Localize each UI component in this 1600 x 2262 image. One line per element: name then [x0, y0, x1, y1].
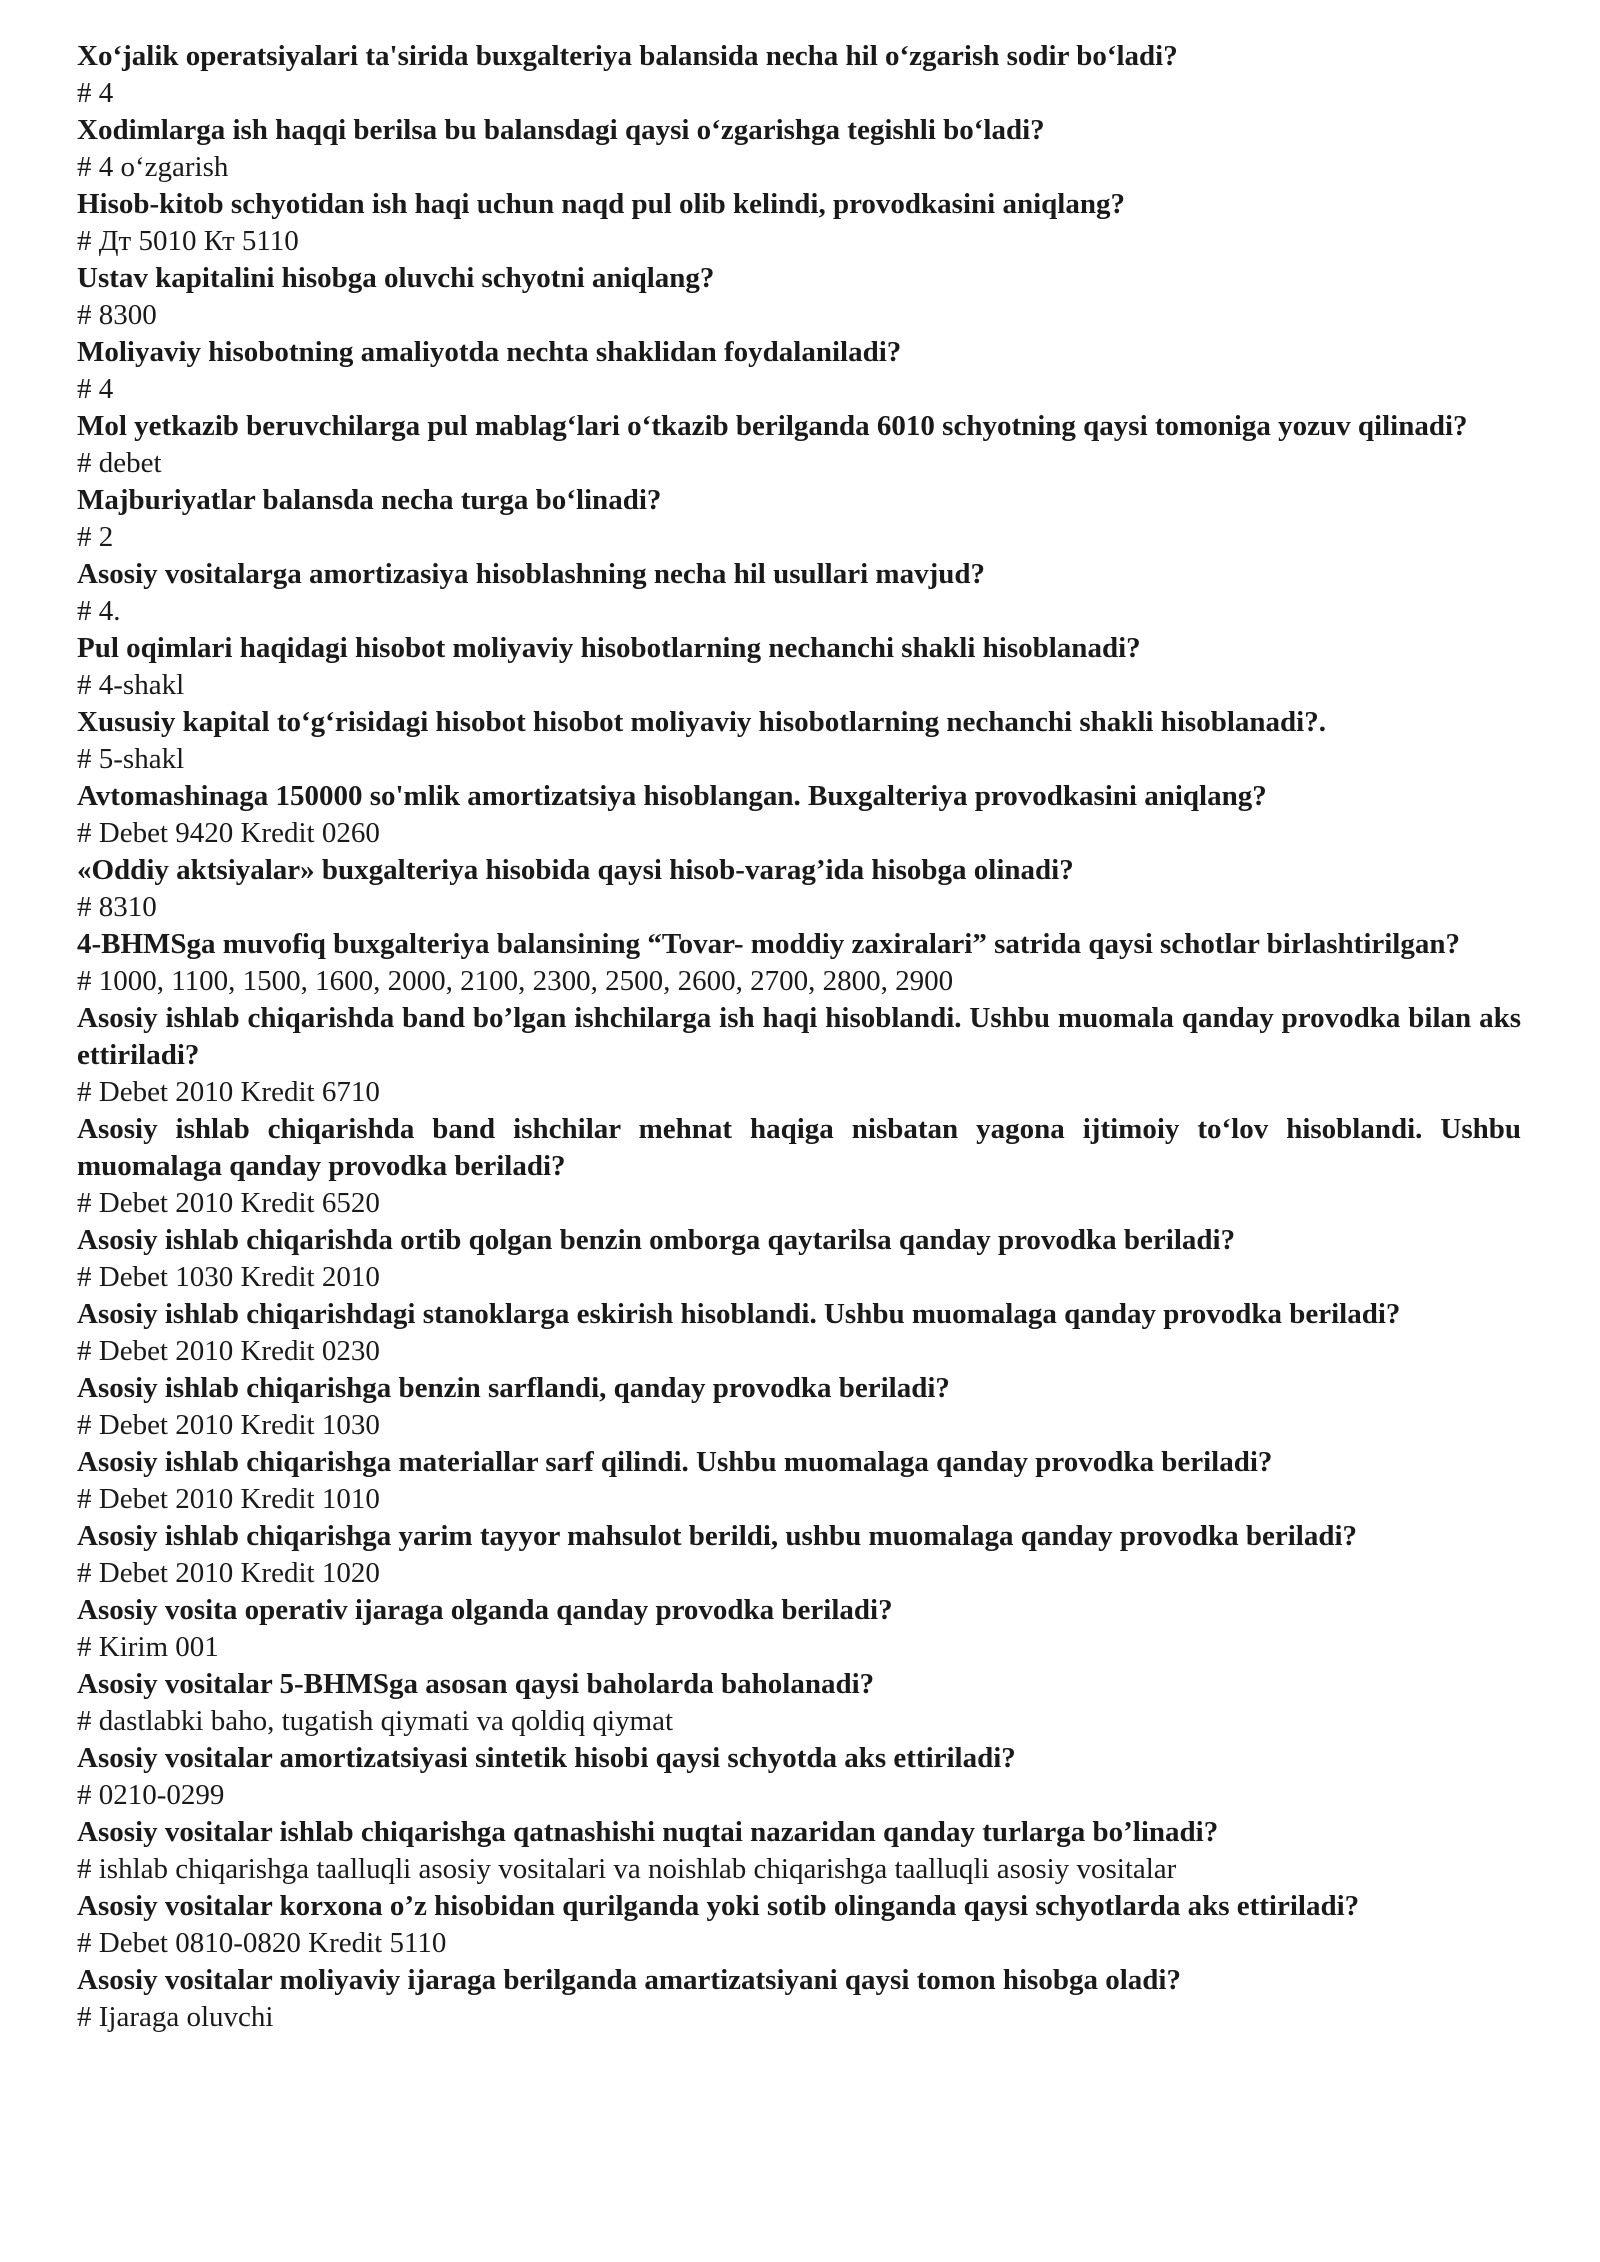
question-text: Mol yetkazib beruvchilarga pul mablag‘lari o‘tkazib berilganda 6010 schyotning qaysi tomoniga yozuv qilinadi?: [77, 410, 1468, 442]
qa-item-12: [77, 852, 1521, 926]
answer-text: # Debet 2010 Kredit 0230: [77, 1335, 380, 1367]
qa-item-10: [77, 704, 1521, 778]
answer-text: # Debet 2010 Kredit 1030: [77, 1409, 380, 1441]
qa-item-20: [77, 1518, 1521, 1592]
qa-item-22: [77, 1666, 1521, 1740]
question-text: Asosiy vositalar amortizatsiyasi sintetik hisobi qaysi schyotda aks ettiriladi?: [77, 1742, 1016, 1774]
question-text: Asosiy ishlab chiqarishda band ishchilar mehnat haqiga nisbatan yagona ijtimoiy to‘lov hisoblandi. Ushbu muomalaga qanday provodka beriladi?: [77, 1113, 1521, 1182]
question-text: Xo‘jalik operatsiyalari ta'sirida buxgalteriya balansida necha hil o‘zgarish sodir bo‘ladi?: [77, 40, 1178, 72]
qa-item-19: [77, 1444, 1521, 1518]
answer-text: # Debet 2010 Kredit 1010: [77, 1483, 380, 1515]
answer-text: # 5-shakl: [77, 743, 185, 775]
qa-item-7: [77, 482, 1521, 556]
qa-item-17: [77, 1296, 1521, 1370]
answer-text: # 8310: [77, 891, 157, 923]
qa-item-26: [77, 1962, 1521, 2036]
question-text: Pul oqimlari haqidagi hisobot moliyaviy hisobotlarning nechanchi shakli hisoblanadi?: [77, 632, 1141, 664]
answer-text: # Ijaraga oluvchi: [77, 2001, 274, 2033]
qa-item-23: [77, 1740, 1521, 1814]
question-text: Asosiy ishlab chiqarishda band bo’lgan ishchilarga ish haqi hisoblandi. Ushbu muomala qanday provodka bilan aks ettiriladi?: [77, 1002, 1521, 1071]
answer-text: # 4: [77, 373, 114, 405]
answer-text: # Debet 2010 Kredit 6710: [77, 1076, 380, 1108]
qa-item-18: [77, 1370, 1521, 1444]
qa-item-1: [77, 38, 1521, 112]
question-text: Asosiy vosita operativ ijaraga olganda qanday provodka beriladi?: [77, 1594, 893, 1626]
answer-text: # ishlab chiqarishga taalluqli asosiy vositalari va noishlab chiqarishga taalluqli asosiy vositalar: [77, 1853, 1177, 1885]
question-text: Asosiy vositalar korxona o’z hisobidan qurilganda yoki sotib olinganda qaysi schyotlarda aks ettiriladi?: [77, 1890, 1360, 1922]
answer-text: # 4.: [77, 595, 121, 627]
question-text: Asosiy vositalar moliyaviy ijaraga berilganda amartizatsiyani qaysi tomon hisobga oladi?: [77, 1964, 1181, 1996]
answer-text: # dastlabki baho, tugatish qiymati va qoldiq qiymat: [77, 1705, 674, 1737]
qa-item-2: [77, 112, 1521, 186]
question-text: Asosiy vositalarga amortizasiya hisoblashning necha hil usullari mavjud?: [77, 558, 985, 590]
answer-text: # 1000, 1100, 1500, 1600, 2000, 2100, 2300, 2500, 2600, 2700, 2800, 2900: [77, 965, 954, 997]
document-page: [77, 38, 1521, 2036]
answer-text: # 8300: [77, 299, 157, 331]
qa-item-6: [77, 408, 1521, 482]
question-text: Asosiy ishlab chiqarishga materiallar sarf qilindi. Ushbu muomalaga qanday provodka beriladi?: [77, 1446, 1273, 1478]
question-text: Asosiy ishlab chiqarishdagi stanoklarga eskirish hisoblandi. Ushbu muomalaga qanday provodka beriladi?: [77, 1298, 1401, 1330]
answer-text: # 0210-0299: [77, 1779, 225, 1811]
question-text: 4-BHMSga muvofiq buxgalteriya balansining “Tovar- moddiy zaxiralari” satrida qaysi schotlar birlashtirilgan?: [77, 928, 1460, 960]
question-text: Ustav kapitalini hisobga oluvchi schyotni aniqlang?: [77, 262, 715, 294]
question-text: Asosiy ishlab chiqarishga yarim tayyor mahsulot berildi, ushbu muomalaga qanday provodka beriladi?: [77, 1520, 1358, 1552]
question-text: Asosiy ishlab chiqarishda ortib qolgan benzin omborga qaytarilsa qanday provodka beriladi?: [77, 1224, 1236, 1256]
qa-item-24: [77, 1814, 1521, 1888]
qa-item-9: [77, 630, 1521, 704]
question-text: Asosiy ishlab chiqarishga benzin sarflandi, qanday provodka beriladi?: [77, 1372, 950, 1404]
question-text: Moliyaviy hisobotning amaliyotda nechta shaklidan foydalaniladi?: [77, 336, 902, 368]
answer-text: # 4 o‘zgarish: [77, 151, 229, 183]
qa-item-14: [77, 1000, 1521, 1111]
question-text: Avtomashinaga 150000 so'mlik amortizatsiya hisoblangan. Buxgalteriya provodkasini aniqlang?: [77, 780, 1267, 812]
answer-text: # 4-shakl: [77, 669, 185, 701]
answer-text: # Debet 2010 Kredit 1020: [77, 1557, 380, 1589]
answer-text: # debet: [77, 447, 162, 479]
question-text: Asosiy vositalar 5-BHMSga asosan qaysi baholarda baholanadi?: [77, 1668, 875, 1700]
question-text: «Oddiy aktsiyalar» buxgalteriya hisobida qaysi hisob-varag’ida hisobga olinadi?: [77, 854, 1074, 886]
qa-item-16: [77, 1222, 1521, 1296]
qa-item-8: [77, 556, 1521, 630]
qa-item-25: [77, 1888, 1521, 1962]
answer-text: # Дт 5010 Кт 5110: [77, 225, 299, 257]
qa-item-15: [77, 1111, 1521, 1222]
question-text: Xususiy kapital to‘g‘risidagi hisobot hisobot moliyaviy hisobotlarning nechanchi shakli hisoblanadi?.: [77, 706, 1326, 738]
qa-item-21: [77, 1592, 1521, 1666]
answer-text: # Debet 0810-0820 Kredit 5110: [77, 1927, 447, 1959]
answer-text: # Debet 9420 Kredit 0260: [77, 817, 380, 849]
qa-item-11: [77, 778, 1521, 852]
qa-item-3: [77, 186, 1521, 260]
answer-text: # 2: [77, 521, 114, 553]
answer-text: # Debet 1030 Kredit 2010: [77, 1261, 380, 1293]
qa-item-13: [77, 926, 1521, 1000]
qa-item-4: [77, 260, 1521, 334]
answer-text: # Kirim 001: [77, 1631, 219, 1663]
question-text: Majburiyatlar balansda necha turga bo‘linadi?: [77, 484, 662, 516]
question-text: Asosiy vositalar ishlab chiqarishga qatnashishi nuqtai nazaridan qanday turlarga bo’linadi?: [77, 1816, 1219, 1848]
question-text: Xodimlarga ish haqqi berilsa bu balansdagi qaysi o‘zgarishga tegishli bo‘ladi?: [77, 114, 1045, 146]
question-text: Hisob-kitob schyotidan ish haqi uchun naqd pul olib kelindi, provodkasini aniqlang?: [77, 188, 1125, 220]
qa-item-5: [77, 334, 1521, 408]
answer-text: # 4: [77, 77, 114, 109]
answer-text: # Debet 2010 Kredit 6520: [77, 1187, 380, 1219]
